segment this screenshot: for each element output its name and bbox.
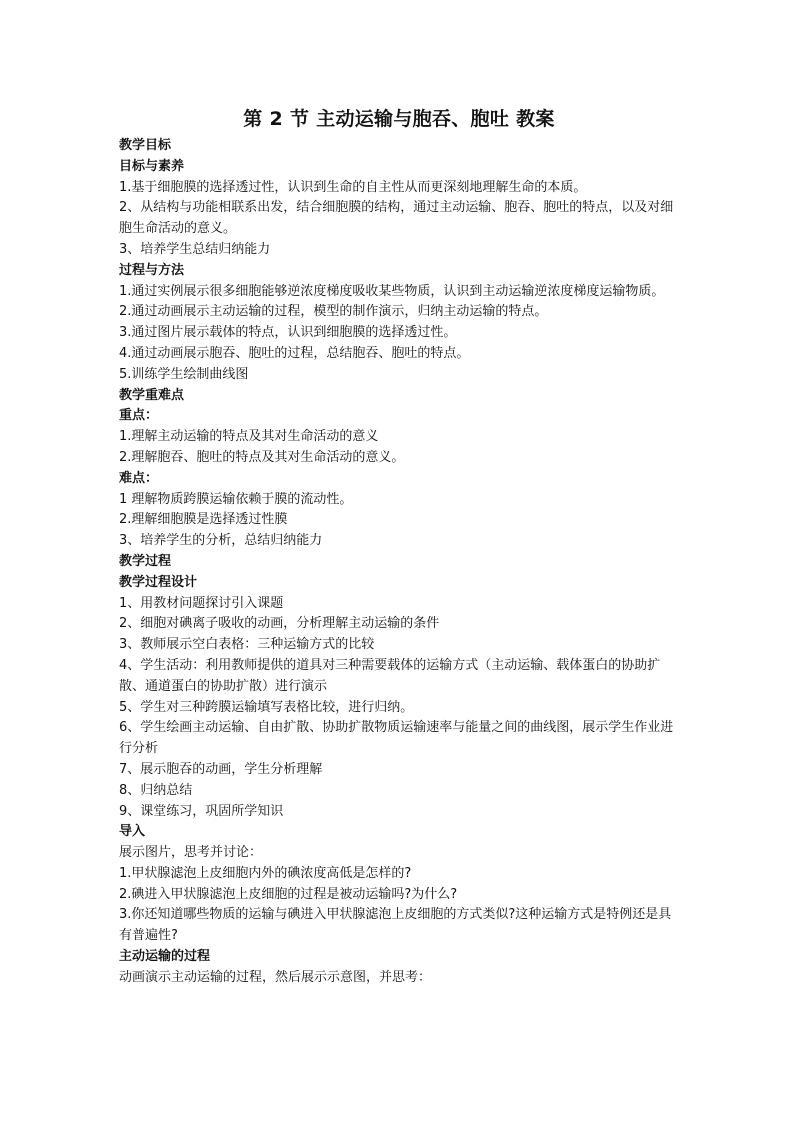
section-heading: 教学目标 bbox=[119, 138, 172, 153]
text-line: 2.通过动画展示主动运输的过程，模型的制作演示，归纳主动运输的特点。 bbox=[119, 304, 548, 320]
text-line: 2、从结构与功能相联系出发，结合细胞膜的结构，通过主动运输、胞吞、胞吐的特点，以及对细胞生命活动的意义。 bbox=[119, 200, 674, 237]
text-line: 1.通过实例展示很多细胞能够逆浓度梯度吸收某些物质，认识到主动运输逆浓度梯度运输物质。 bbox=[119, 283, 665, 299]
text-line: 1、用教材问题探讨引入课题 bbox=[119, 595, 284, 611]
text-line: 动画演示主动运输的过程，然后展示示意图，并思考： bbox=[119, 969, 432, 985]
text-line: 3.你还知道哪些物质的运输与碘进入甲状腺滤泡上皮细胞的方式类似?这种运输方式是特例还是具有普遍性? bbox=[119, 907, 672, 944]
document-body bbox=[119, 106, 679, 989]
text-line: 9、课堂练习，巩固所学知识 bbox=[119, 803, 284, 819]
text-line: 1 理解物质跨膜运输依赖于膜的流动性。 bbox=[119, 491, 353, 507]
text-line: 4.通过动画展示胞吞、胞吐的过程，总结胞吞、胞吐的特点。 bbox=[119, 345, 470, 361]
text-line: 5、学生对三种跨膜运输填写表格比较，进行归纳。 bbox=[119, 699, 414, 715]
text-line: 2.理解细胞膜是选择透过性膜 bbox=[119, 512, 288, 528]
text-line: 4、学生活动：利用教师提供的道具对三种需要载体的运输方式（主动运输、载体蛋白的协助扩散、通道蛋白的协助扩散）进行演示 bbox=[119, 657, 661, 694]
section-heading: 教学过程设计 bbox=[119, 574, 198, 590]
text-line: 2.碘进入甲状腺滤泡上皮细胞的过程是被动运输吗?为什么? bbox=[119, 886, 458, 902]
section-heading: 主动运输的过程 bbox=[119, 949, 211, 965]
section-heading: 过程与方法 bbox=[119, 262, 185, 278]
text-line: 2.理解胞吞、胞吐的特点及其对生命活动的意义。 bbox=[119, 449, 405, 465]
section-heading: 目标与素养 bbox=[119, 158, 185, 174]
text-line: 1.基于细胞膜的选择透过性，认识到生命的自主性从而更深刻地理解生命的本质。 bbox=[119, 179, 587, 195]
text-line: 1.理解主动运输的特点及其对生命活动的意义 bbox=[119, 429, 379, 445]
section-heading: 难点： bbox=[119, 470, 159, 486]
document-title: 第 2 节 主动运输与胞吞、胞吐 教案 bbox=[243, 108, 555, 130]
text-line: 3.通过图片展示载体的特点，认识到细胞膜的选择透过性。 bbox=[119, 325, 457, 341]
section-heading: 重点： bbox=[119, 408, 159, 424]
text-line: 8、归纳总结 bbox=[119, 782, 193, 798]
section-heading: 导入 bbox=[119, 824, 146, 840]
text-line: 3、培养学生总结归纳能力 bbox=[119, 241, 271, 257]
document-lines bbox=[119, 136, 679, 989]
section-heading: 教学过程 bbox=[119, 553, 172, 569]
section-heading: 教学重难点 bbox=[119, 387, 185, 403]
text-line: 1.甲状腺滤泡上皮细胞内外的碘浓度高低是怎样的? bbox=[119, 865, 412, 881]
text-line: 7、展示胞吞的动画，学生分析理解 bbox=[119, 761, 323, 777]
text-line: 6、学生绘画主动运输、自由扩散、协助扩散物质运输速率与能量之间的曲线图，展示学生作业进行分析 bbox=[119, 720, 674, 757]
text-line: 3、教师展示空白表格：三种运输方式的比较 bbox=[119, 637, 375, 653]
text-line: 2、细胞对碘离子吸收的动画，分析理解主动运输的条件 bbox=[119, 616, 440, 632]
text-line: 3、培养学生的分析，总结归纳能力 bbox=[119, 533, 323, 549]
text-line: 展示图片，思考并讨论： bbox=[119, 845, 263, 861]
text-line: 5.训练学生绘制曲线图 bbox=[119, 366, 249, 382]
